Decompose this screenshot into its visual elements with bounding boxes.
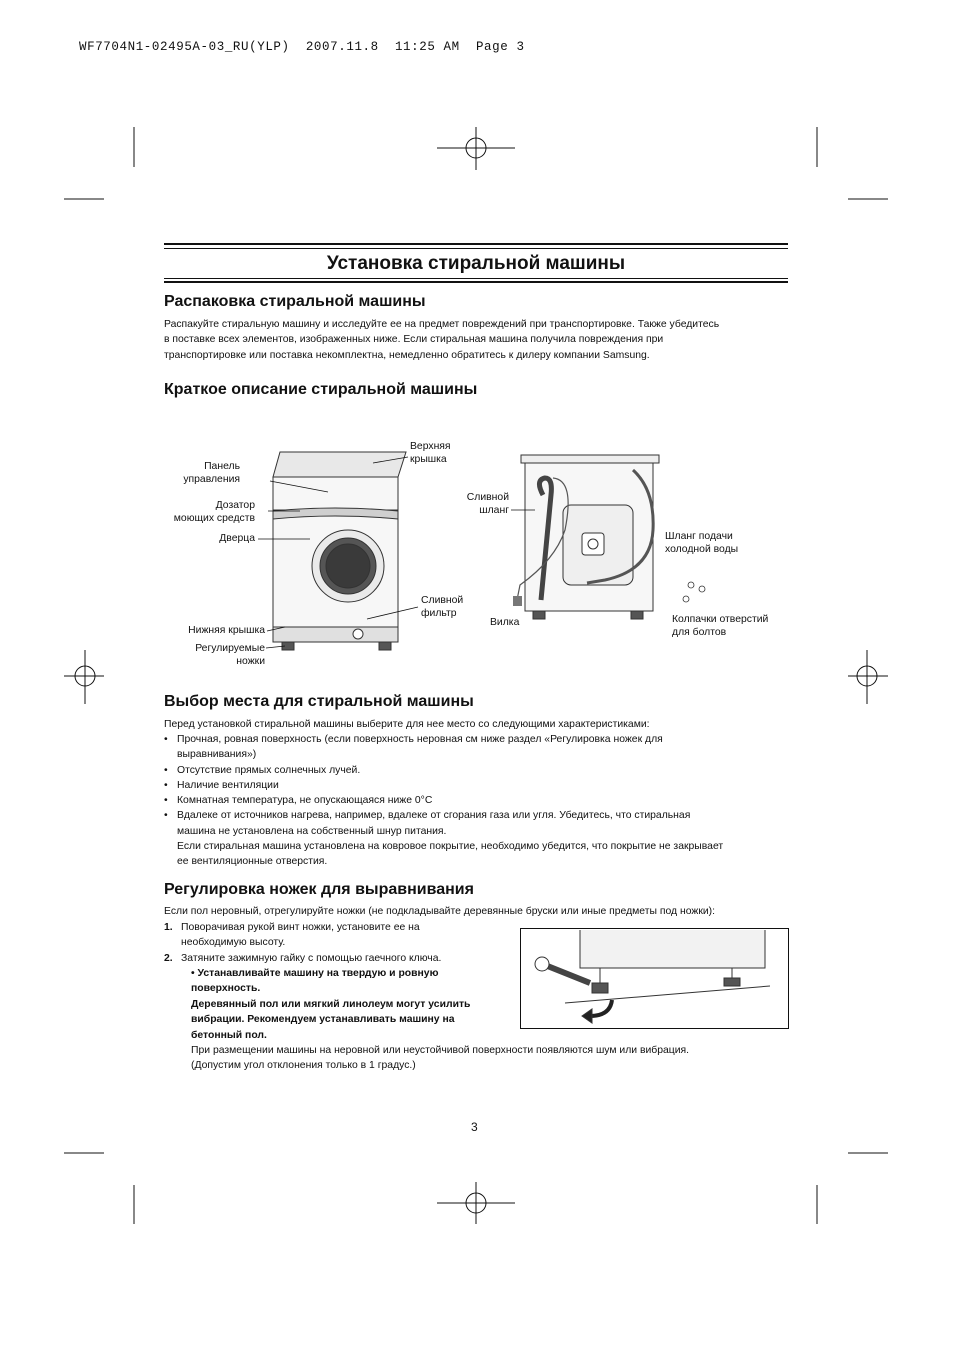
page-number: 3 [471, 1120, 478, 1134]
leveling-illustration [520, 928, 790, 1030]
heading-unpacking: Распаковка стиральной машины [164, 293, 426, 310]
label-cold-water-hose: Шланг подачи холодной воды [665, 531, 739, 555]
heading-leveling: Регулировка ножек для выравнивания [164, 881, 474, 898]
list-item: • Отсутствие прямых солнечных лучей. [164, 763, 794, 778]
label-door: Дверца [219, 533, 255, 544]
label-adjustable-feet: Регулируемые ножки [195, 643, 265, 667]
leveling-bold-note: • Устанавливайте машину на твердую и ровную поверхность. Деревянный пол или мягкий линолеум могут усилить вибрации. Рекомендуем устанавливать машину на бетонный пол. [191, 968, 471, 1041]
list-item: • Вдалеке от источников нагрева, например, вдалеке от сгорания газа или угля. Убедитесь, что стиральная машина не установлена на собственный шнур питания. Если стиральная машина установлена на ковровое покрытие, необходимо убедится, что покрытие не закрывает ее вентиляционные отверстия. [164, 808, 794, 869]
heading-location: Выбор места для стиральной машины [164, 693, 474, 710]
leveling-note: При размещении машины на неровной или неустойчивой поверхности появляются шум или вибрация. (Допустим угол отклонения только в 1 градус.) [191, 1045, 690, 1072]
title-block [164, 243, 788, 283]
bolt-caps-illustration [678, 580, 708, 605]
label-drain-filter: Сливной фильтр [421, 595, 464, 619]
location-intro: Перед установкой стиральной машины выберите для нее место со следующими характеристиками: [164, 719, 650, 730]
print-header: WF7704N1-02495A-03_RU(YLP) 2007.11.8 11:25 AM Page 3 [79, 40, 525, 54]
label-bottom-cover: Нижняя крышка [188, 625, 265, 636]
step-2: 2. Затяните зажимную гайку с помощью гаечного ключа. [164, 952, 442, 964]
page-title: Установка стиральной машины [326, 253, 626, 274]
leveling-steps [164, 920, 504, 966]
label-top-cover: Верхняя крышка [410, 441, 451, 465]
list-item: • Наличие вентиляции [164, 778, 794, 793]
unpacking-text: Распакуйте стиральную машину и исследуйте ее на предмет повреждений при транспортировке. Также убедитесь в поставке всех элементов, изображенных ниже. Если стиральная машина получила повреждения при транспортировке или поставка некомплектна, немедленно обратитесь к дилеру компании Samsung. [164, 319, 720, 361]
label-plug: Вилка [490, 617, 520, 628]
list-item: • Комнатная температура, не опускающаяся ниже 0°C [164, 793, 794, 808]
label-control-panel: Панель управления [183, 461, 240, 485]
label-bolt-caps: Колпачки отверстий для болтов [672, 614, 769, 638]
step-1: 1. Поворачивая рукой винт ножки, установите ее на необходимую высоту. [164, 922, 420, 949]
label-detergent-dispenser: Дозатор моющих средств [173, 500, 255, 524]
leveling-intro: Если пол неровный, отрегулируйте ножки (не подкладывайте деревянные бруски или иные предметы под ножки): [164, 906, 716, 917]
location-list [164, 732, 794, 870]
heading-overview: Краткое описание стиральной машины [164, 381, 478, 398]
label-drain-hose: Сливной шланг [466, 492, 509, 516]
list-item: • Прочная, ровная поверхность (если поверхность неровная см ниже раздел «Регулировка ножек для выравнивания») [164, 732, 794, 763]
